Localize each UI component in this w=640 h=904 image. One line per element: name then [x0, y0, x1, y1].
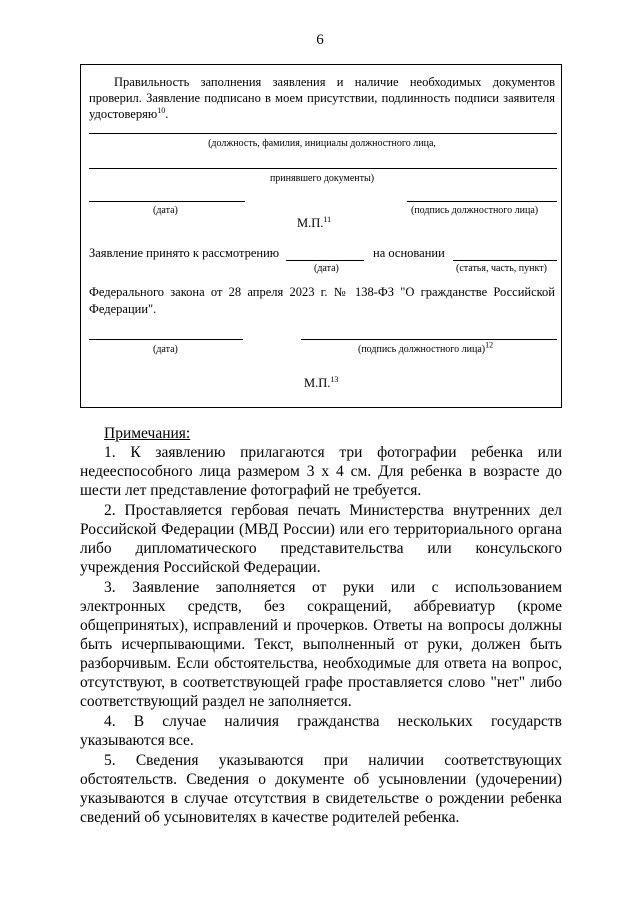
signature-line-1: [407, 201, 557, 202]
note-item: 3. Заявление заполняется от руки или с использованием электронных средств, без сокращений, аббревиатур (кроме общепринятых), исправлений и прочерков. Ответы на вопросы должны быть исчерпывающими. Текст, выполненный от руки, должен быть разборчивым. Если обстоятельства, необходимые для ответа на вопрос, отсутствуют, в соответствующей графе проставляется слово "нет" либо соответствующий раздел не заполняется.: [80, 579, 562, 710]
note-item: 1. К заявлению прилагаются три фотографии ребенка или недееспособного лица размером 3 х 4 см. Для ребенка в возрасте до шести лет представление фотографий не требуется.: [80, 444, 562, 499]
caption-date-2: (дата): [314, 263, 339, 274]
note-item: 2. Проставляется гербовая печать Министерства внутренних дел Российской Федерации (МВД России) или его территориального органа либо дипломатического представительства или консульского учреждения Российской Федерации.: [80, 502, 562, 576]
notes-section: [80, 424, 562, 828]
official-verification-box: [80, 64, 562, 408]
caption-signature-1: (подпись должностного лица): [411, 205, 539, 216]
footnote-ref-10: 10: [157, 105, 166, 115]
caption-date-3: (дата): [153, 344, 178, 355]
stamp-place-2: М.П.$^{13}$: [304, 374, 339, 390]
signature-line-2: [301, 339, 557, 340]
date-line-1: [89, 201, 245, 202]
note-item: 5. Сведения указываются при наличии соответствующих обстоятельств. Сведения о документе об усыновлении (удочерении) указываются в случае отсутствия в свидетельстве о рождении ребенка сведений об усыновителях в качестве родителей ребенка.: [80, 752, 562, 826]
article-line: [453, 260, 557, 261]
caption-official-1: (должность, фамилия, инициалы должностного лица,: [208, 138, 436, 149]
accepted-label: Заявление принято к рассмотрению: [89, 246, 280, 260]
verification-statement: Правильность заполнения заявления и наличие необходимых документов проверил. Заявление подписано в моем присутствии, подлинность подписи заявителя удостоверяю$^{10}$.: [89, 75, 555, 121]
note-item: 4. В случае наличия гражданства нескольких государств указываются все.: [80, 713, 562, 749]
caption-article: (статья, часть, пункт): [456, 263, 547, 274]
caption-date-1: (дата): [153, 205, 178, 216]
accepted-date-line: [286, 260, 364, 261]
caption-official-2: принявшего документы): [269, 173, 375, 184]
date-line-3: [89, 339, 243, 340]
federal-law-text: Федерального закона от 28 апреля 2023 г. № 138-ФЗ "О гражданстве Российской Федерации".: [89, 285, 555, 316]
basis-label: на основании: [373, 246, 445, 260]
official-name-line-2: [89, 168, 557, 169]
official-name-line-1: [89, 133, 557, 134]
caption-signature-2: (подпись должностного лица)$^{12}$: [358, 340, 494, 355]
page-number: 6: [316, 32, 324, 48]
stamp-place-1: М.П.$^{11}$: [297, 214, 332, 230]
notes-title: Примечания:: [104, 425, 191, 442]
